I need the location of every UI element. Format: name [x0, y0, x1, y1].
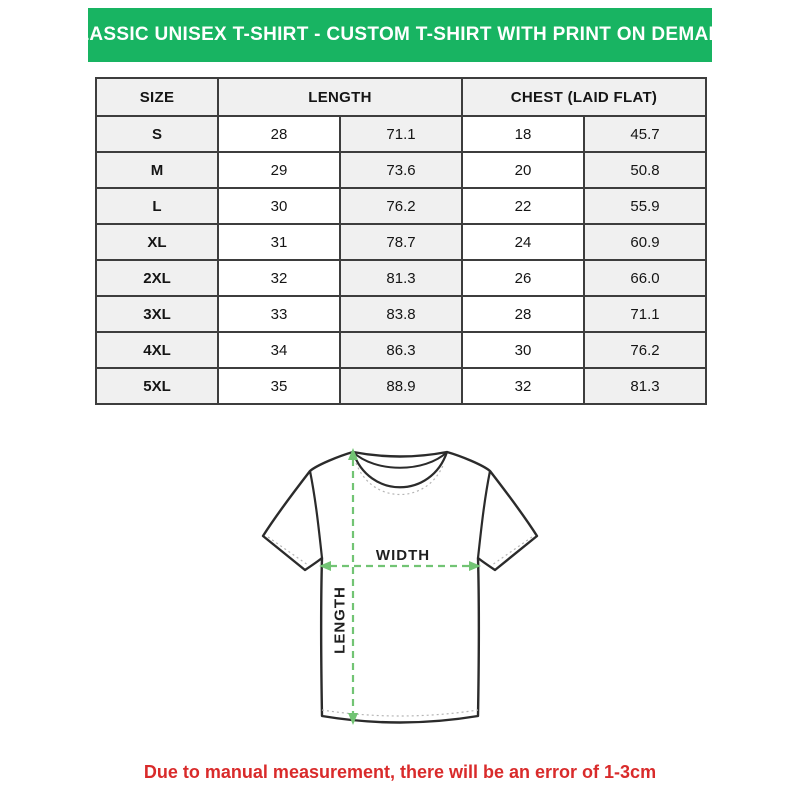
table-row: [96, 368, 706, 404]
col-header-size: SIZE: [96, 78, 218, 116]
chest-in-cell: 24: [462, 224, 584, 260]
chest-in-cell: 30: [462, 332, 584, 368]
chest-cm-cell: 66.0: [584, 260, 706, 296]
chest-in-cell: 22: [462, 188, 584, 224]
table-row: [96, 332, 706, 368]
width-label: WIDTH: [375, 547, 431, 564]
length-in-cell: 34: [218, 332, 340, 368]
length-in-cell: 30: [218, 188, 340, 224]
length-in-cell: 32: [218, 260, 340, 296]
size-cell: 2XL: [96, 260, 218, 296]
chest-cm-cell: 81.3: [584, 368, 706, 404]
length-in-cell: 33: [218, 296, 340, 332]
size-cell: XL: [96, 224, 218, 260]
tshirt-measurement-diagram: [255, 433, 545, 751]
length-cm-cell: 78.7: [340, 224, 462, 260]
length-cm-cell: 88.9: [340, 368, 462, 404]
chest-cm-cell: 76.2: [584, 332, 706, 368]
length-cm-cell: 71.1: [340, 116, 462, 152]
page-title: CLASSIC UNISEX T-SHIRT - CUSTOM T-SHIRT WITH PRINT ON DEMAND: [63, 24, 737, 45]
table-row: [96, 152, 706, 188]
table-row: [96, 116, 706, 152]
length-label: LENGTH: [331, 586, 349, 654]
size-table: [95, 77, 707, 405]
length-cm-cell: 73.6: [340, 152, 462, 188]
tshirt-outline: [263, 452, 537, 723]
banner: [63, 8, 737, 62]
col-header-chest: CHEST (LAID FLAT): [462, 78, 706, 116]
size-cell: 5XL: [96, 368, 218, 404]
chest-in-cell: 20: [462, 152, 584, 188]
tshirt-illustration: [255, 433, 545, 751]
size-cell: 3XL: [96, 296, 218, 332]
chest-in-cell: 28: [462, 296, 584, 332]
length-cm-cell: 81.3: [340, 260, 462, 296]
table-row: [96, 296, 706, 332]
chest-cm-cell: 50.8: [584, 152, 706, 188]
chest-cm-cell: 71.1: [584, 296, 706, 332]
measurement-disclaimer: Due to manual measurement, there will be an error of 1-3cm: [143, 762, 657, 782]
size-cell: 4XL: [96, 332, 218, 368]
length-cm-cell: 83.8: [340, 296, 462, 332]
table-row: [96, 260, 706, 296]
length-in-cell: 29: [218, 152, 340, 188]
chest-cm-cell: 55.9: [584, 188, 706, 224]
length-cm-cell: 86.3: [340, 332, 462, 368]
size-cell: L: [96, 188, 218, 224]
table-header-row: [96, 78, 706, 116]
length-in-cell: 31: [218, 224, 340, 260]
size-cell: S: [96, 116, 218, 152]
length-in-cell: 35: [218, 368, 340, 404]
length-in-cell: 28: [218, 116, 340, 152]
chest-in-cell: 26: [462, 260, 584, 296]
size-cell: M: [96, 152, 218, 188]
chest-cm-cell: 60.9: [584, 224, 706, 260]
chest-cm-cell: 45.7: [584, 116, 706, 152]
col-header-length: LENGTH: [218, 78, 462, 116]
table-row: [96, 188, 706, 224]
table-row: [96, 224, 706, 260]
length-cm-cell: 76.2: [340, 188, 462, 224]
chest-in-cell: 32: [462, 368, 584, 404]
chest-in-cell: 18: [462, 116, 584, 152]
